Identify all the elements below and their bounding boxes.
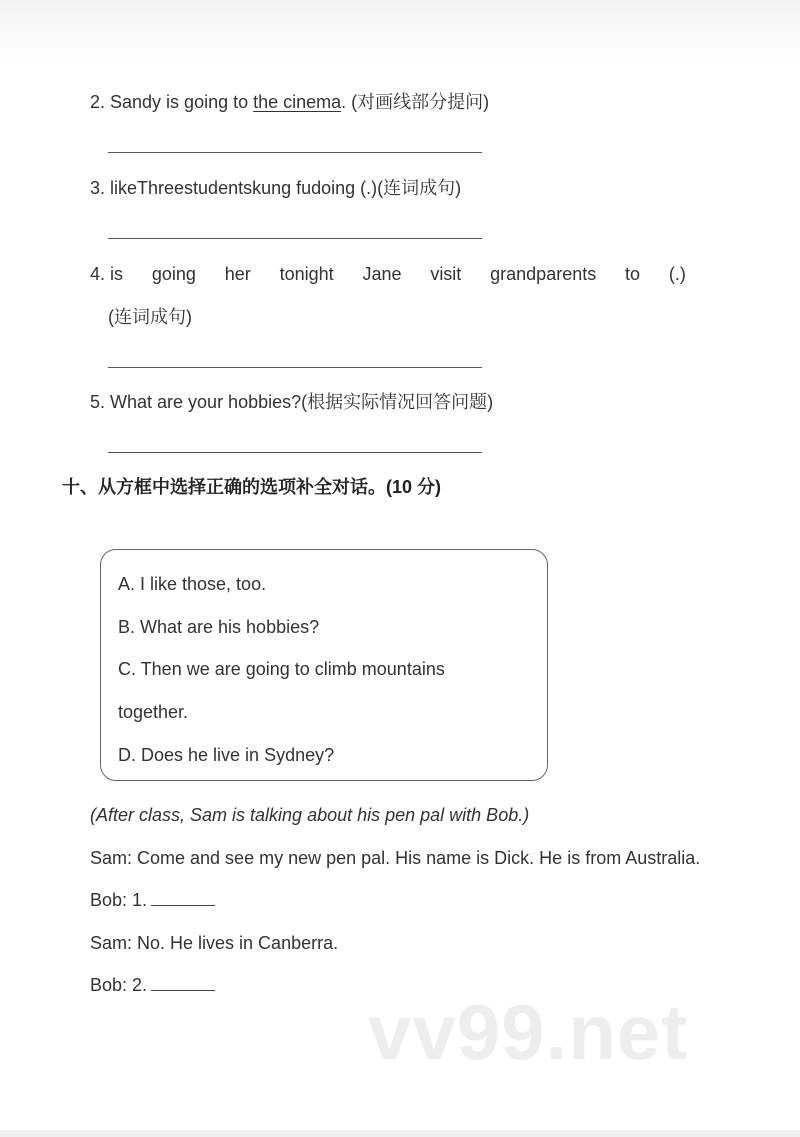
- question-4-word: (.): [668, 264, 686, 284]
- option-c: C. Then we are going to climb mountains: [118, 659, 445, 679]
- dialogue-line: Bob: 2.: [90, 975, 148, 995]
- option-a: A. I like those, too.: [118, 574, 267, 594]
- answer-line-2[interactable]: [108, 152, 482, 153]
- question-4-word: 4. is: [90, 264, 124, 284]
- question-4-word: tonight: [279, 264, 334, 284]
- question-5: 5. What are your hobbies?(根据实际情况回答问题): [90, 392, 494, 412]
- answer-line-4[interactable]: [108, 367, 482, 368]
- question-2: [90, 90, 489, 114]
- question-4-note: (连词成句): [108, 307, 192, 327]
- page-bottom-edge: [0, 1130, 800, 1137]
- question-4-word: grandparents: [490, 264, 597, 284]
- question-4-word: to: [625, 264, 641, 284]
- question-4-word: her: [224, 264, 251, 284]
- question-2-suffix: . (对画线部分提问): [341, 92, 490, 112]
- question-4-word: going: [151, 264, 196, 284]
- answer-line-5[interactable]: [108, 452, 482, 453]
- option-d: D. Does he live in Sydney?: [118, 745, 335, 765]
- dialogue-context: (After class, Sam is talking about his pen pal with Bob.): [90, 805, 530, 825]
- question-4-word: Jane: [362, 264, 402, 284]
- answer-line-3[interactable]: [108, 238, 482, 239]
- dialogue-line-with-blank: [90, 888, 215, 912]
- option-c-continued: together.: [118, 702, 189, 722]
- dialogue-line-with-blank: [90, 973, 215, 997]
- watermark: vv99.net: [368, 988, 689, 1076]
- answer-blank-1[interactable]: [151, 889, 215, 906]
- answer-blank-2[interactable]: [151, 974, 215, 991]
- dialogue-line: Bob: 1.: [90, 890, 148, 910]
- question-4-words: [90, 262, 686, 286]
- question-2-prefix: 2. Sandy is going to: [90, 92, 254, 112]
- question-2-underlined: the cinema: [253, 92, 342, 112]
- dialogue-line: Sam: Come and see my new pen pal. His name is Dick. He is from Australia.: [90, 848, 701, 868]
- section-title: 十、从方框中选择正确的选项补全对话。(10 分): [62, 477, 442, 497]
- question-4-word: visit: [430, 264, 462, 284]
- question-3: 3. likeThreestudentskung fudoing (.)(连词成句): [90, 178, 462, 198]
- option-b: B. What are his hobbies?: [118, 617, 320, 637]
- page-top-shadow: [0, 0, 800, 60]
- dialogue-line: Sam: No. He lives in Canberra.: [90, 933, 339, 953]
